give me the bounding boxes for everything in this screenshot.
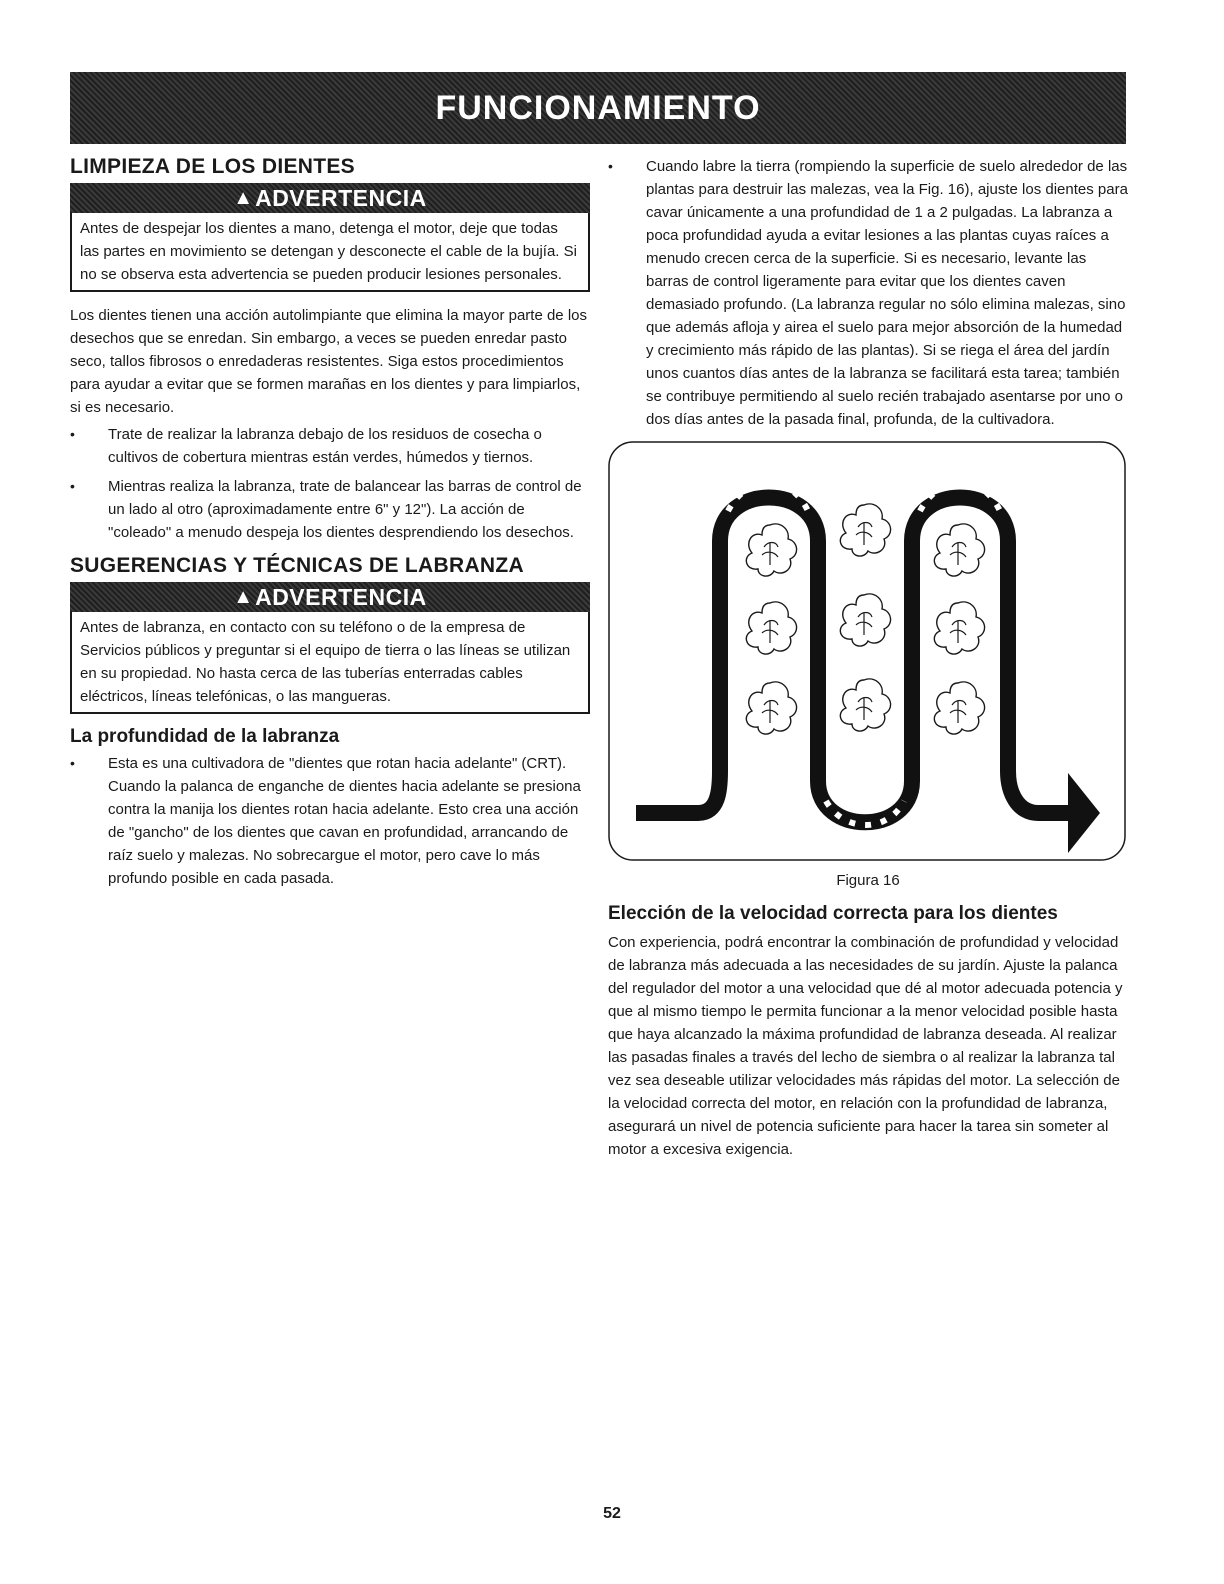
arrow-right-icon bbox=[1068, 773, 1100, 853]
plant-icon bbox=[746, 504, 984, 734]
profundidad-bullet-list bbox=[70, 752, 590, 890]
warning-text-2: Antes de labranza, en contacto con su teléfono o de la empresa de Servicios públicos y preguntar si el equipo de tierra o las líneas se utilizan en su propiedad. No hasta cerca de las tuberías enterradas cables eléctricos, líneas telefónicas, o las mangueras. bbox=[80, 619, 571, 705]
tilling-pattern-diagram bbox=[608, 441, 1128, 861]
banner-title: FUNCIONAMIENTO bbox=[435, 88, 761, 127]
velocidad-heading: Elección de la velocidad correcta para los dientes bbox=[608, 903, 1058, 924]
warning-label-2: ADVERTENCIA bbox=[255, 583, 427, 610]
warning-label-1: ADVERTENCIA bbox=[255, 184, 427, 211]
limpieza-heading: LIMPIEZA DE LOS DIENTES bbox=[70, 155, 355, 178]
list-item: • Trate de realizar la labranza debajo de los residuos de cosecha o cultivos de cobertura mientras están verdes, húmedos y tiernos. bbox=[70, 423, 590, 469]
list-item: • Esta es una cultivadora de "dientes que rotan hacia adelante" (CRT). Cuando la palanca de enganche de dientes hacia adelante se presiona contra la manija los dientes rotan hacia adelante. Esto crea una acción de "gancho" de los dientes que cavan en profundidad, arrancando de raíz suelo y malezas. No sobrecargue el motor, pero cave lo más profundo posible en cada pasada. bbox=[70, 752, 590, 890]
sugerencias-heading: SUGERENCIAS Y TÉCNICAS DE LABRANZA bbox=[70, 554, 524, 577]
right-column bbox=[608, 155, 1128, 1161]
warning-text-1: Antes de despejar los dientes a mano, detenga el motor, deje que todas las partes en movimiento se detengan y desconecte el cable de la bujía. Si no se observa esta advertencia se pueden producir lesiones personales. bbox=[80, 220, 577, 283]
list-item: • Mientras realiza la labranza, trate de balancear las barras de control de un lado al otro (aproximadamente entre 6" y 12"). La acción de "coleado" a menudo despeja los dientes desprendiendo los desechos. bbox=[70, 475, 590, 544]
section-banner bbox=[70, 72, 1126, 144]
warning-header-1 bbox=[70, 183, 590, 213]
cultivo-bullet-list bbox=[608, 155, 1128, 431]
figure-16 bbox=[608, 441, 1128, 889]
velocidad-paragraph: Con experiencia, podrá encontrar la combinación de profundidad y velocidad de labranza más adecuada a las necesidades de su jardín. Ajuste la palanca del regulador del motor a una velocidad que dé al motor adecuada potencia y que al mismo tiempo le permita funcionar a la menor velocidad posible hasta que haya alcanzado la máxima profundidad de labranza deseada. Al realizar las pasadas finales a través del lecho de siembra o al realizar la labranza tal vez sea deseable utilizar velocidades más rápidas del motor. La selección de la velocidad correcta del motor, en relación con la profundidad de labranza, asegurará un nivel de potencia suficiente para hacer la tarea sin someter al motor a excesiva exigencia. bbox=[608, 934, 1123, 1158]
warning-triangle-icon: ▲ bbox=[233, 585, 254, 608]
limpieza-bullet-list bbox=[70, 423, 590, 544]
profundidad-heading: La profundidad de la labranza bbox=[70, 726, 340, 747]
warning-header-2 bbox=[70, 582, 590, 612]
warning-box-1 bbox=[70, 183, 590, 292]
warning-triangle-icon: ▲ bbox=[233, 186, 254, 209]
left-column bbox=[70, 155, 590, 890]
list-item: • Cuando labre la tierra (rompiendo la superficie de suelo alrededor de las plantas para destruir las malezas, vea la Fig. 16), ajuste los dientes para cavar únicamente a una profundidad de 1 a 2 pulgadas. La labranza a poca profundidad ayuda a evitar lesiones a las plantas cuyas raíces a menudo crecen cerca de la superficie. Si es necesario, levante las barras de control ligeramente para evitar que los dientes caven demasiado profundo. (La labranza regular no sólo elimina malezas, sino que además afloja y airea el suelo para mejor absorción de la humedad y crecimiento más rápido de las plantas). Si se riega el área del jardín unos cuantos días antes de la labranza se facilitará esta tarea; también se contribuye permitiendo al suelo recién trabajado asentarse por uno o dos días antes de la pasada final, profunda, de la cultivadora. bbox=[608, 155, 1128, 431]
warning-box-2 bbox=[70, 582, 590, 714]
limpieza-paragraph: Los dientes tienen una acción autolimpiante que elimina la mayor parte de los desechos que se enredan. Sin embargo, a veces se pueden enredar pasto seco, tallos fibrosos o enredaderas resistentes. Siga estos procedimientos para ayudar a evitar que se formen marañas en los dientes y para limpiarlos, si es necesario. bbox=[70, 307, 587, 416]
page-number: 52 bbox=[603, 1505, 621, 1522]
figure-caption: Figura 16 bbox=[836, 872, 900, 889]
